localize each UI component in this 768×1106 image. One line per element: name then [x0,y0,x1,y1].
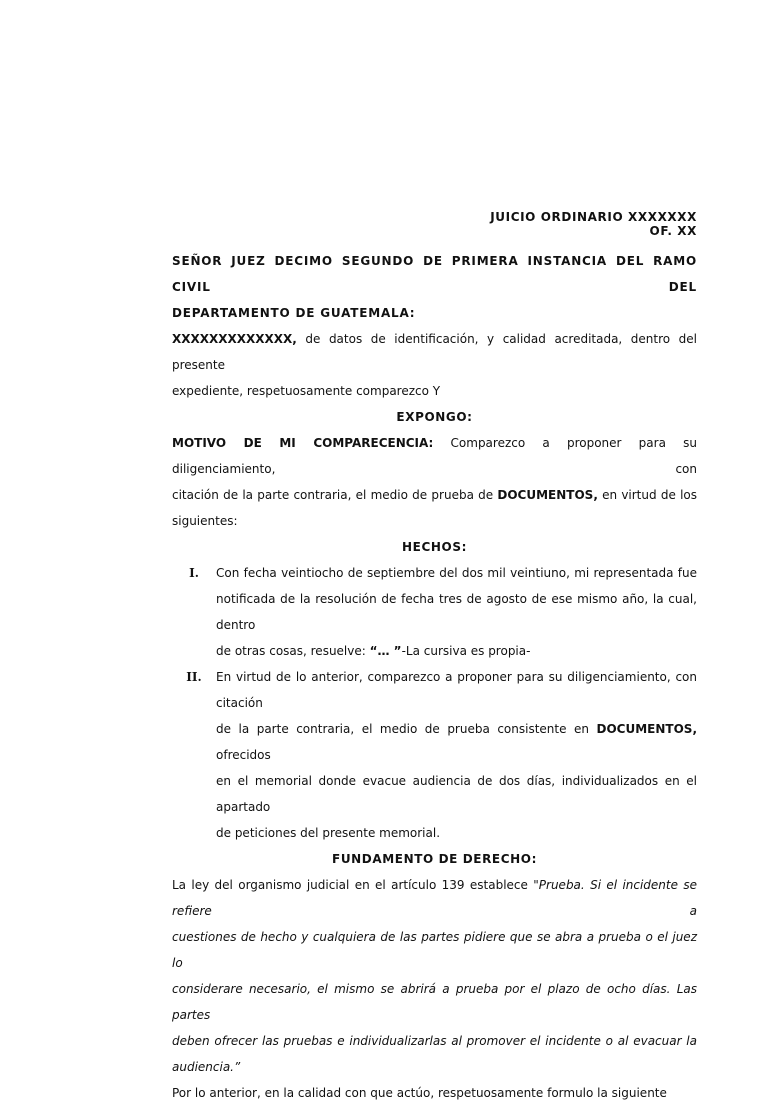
expongo-heading: EXPONGO: [396,410,473,424]
case-number: JUICIO ORDINARIO XXXXXXX [490,210,697,224]
intro-line-2: expediente, respetuosamente comparezco Y [172,384,441,398]
address-line-1: SEÑOR JUEZ DECIMO SEGUNDO DE PRIMERA INSTANCIA DEL RAMO CIVIL DEL [172,254,697,294]
fundamento-line-1: La ley del organismo judicial en el artículo 139 establece "Prueba. Si el incidente se refiere a [172,878,697,918]
hecho-item-2: II. En virtud de lo anterior, comparezco a proponer para su diligenciamiento, con citación de la parte contraria, el medio de prueba consistente en DOCUMENTOS, ofrecidos en el memorial donde evacue audiencia de dos días, individualizados en el apartado de peticiones del presente memorial. [172,664,697,846]
intro-paragraph [172,326,697,404]
document-body [172,210,697,1106]
intro-line-1: XXXXXXXXXXXXX, de datos de identificación, y calidad acreditada, dentro del presente [172,332,697,372]
hecho-number: II. [186,670,202,684]
motivo-paragraph [172,430,697,534]
motivo-label: MOTIVO DE MI COMPARECENCIA: [172,436,434,450]
fundamento-heading: FUNDAMENTO DE DERECHO: [332,852,537,866]
fundamento-line-4: deben ofrecer las pruebas e individualizarlas al promover el incidente o al evacuar la [172,1034,697,1048]
office-number: OF. XX [649,224,697,238]
motivo-line-2: citación de la parte contraria, el medio de prueba de DOCUMENTOS, en virtud de los [172,488,697,502]
motivo-line-1: MOTIVO DE MI COMPARECENCIA: Comparezco a proponer para su diligenciamiento, con [172,436,697,476]
address-line-2: DEPARTAMENTO DE GUATEMALA: [172,306,416,320]
motivo-line-3: siguientes: [172,514,238,528]
fundamento-line-5: audiencia.” [172,1060,241,1074]
closing-line: Por lo anterior, en la calidad con que actúo, respetuosamente formulo la siguiente [172,1086,667,1100]
party-name: XXXXXXXXXXXXX, [172,332,297,346]
hecho-number: I. [189,566,199,580]
hechos-heading: HECHOS: [402,540,467,554]
hecho-item-1: I. Con fecha veintiocho de septiembre del dos mil veintiuno, mi representada fue notificada de la resolución de fecha tres de agosto de ese mismo año, la cual, dentro de otras cosas, resuelve: “… ”-La cursiva es propia- [172,560,697,664]
fundamento-line-3: considerare necesario, el mismo se abrirá a prueba por el plazo de ocho días. Las partes [172,982,697,1022]
case-header [172,210,697,238]
court-address [172,248,697,326]
fundamento-paragraph [172,872,697,1080]
fundamento-line-2: cuestiones de hecho y cualquiera de las partes pidiere que se abra a prueba o el juez lo [172,930,697,970]
